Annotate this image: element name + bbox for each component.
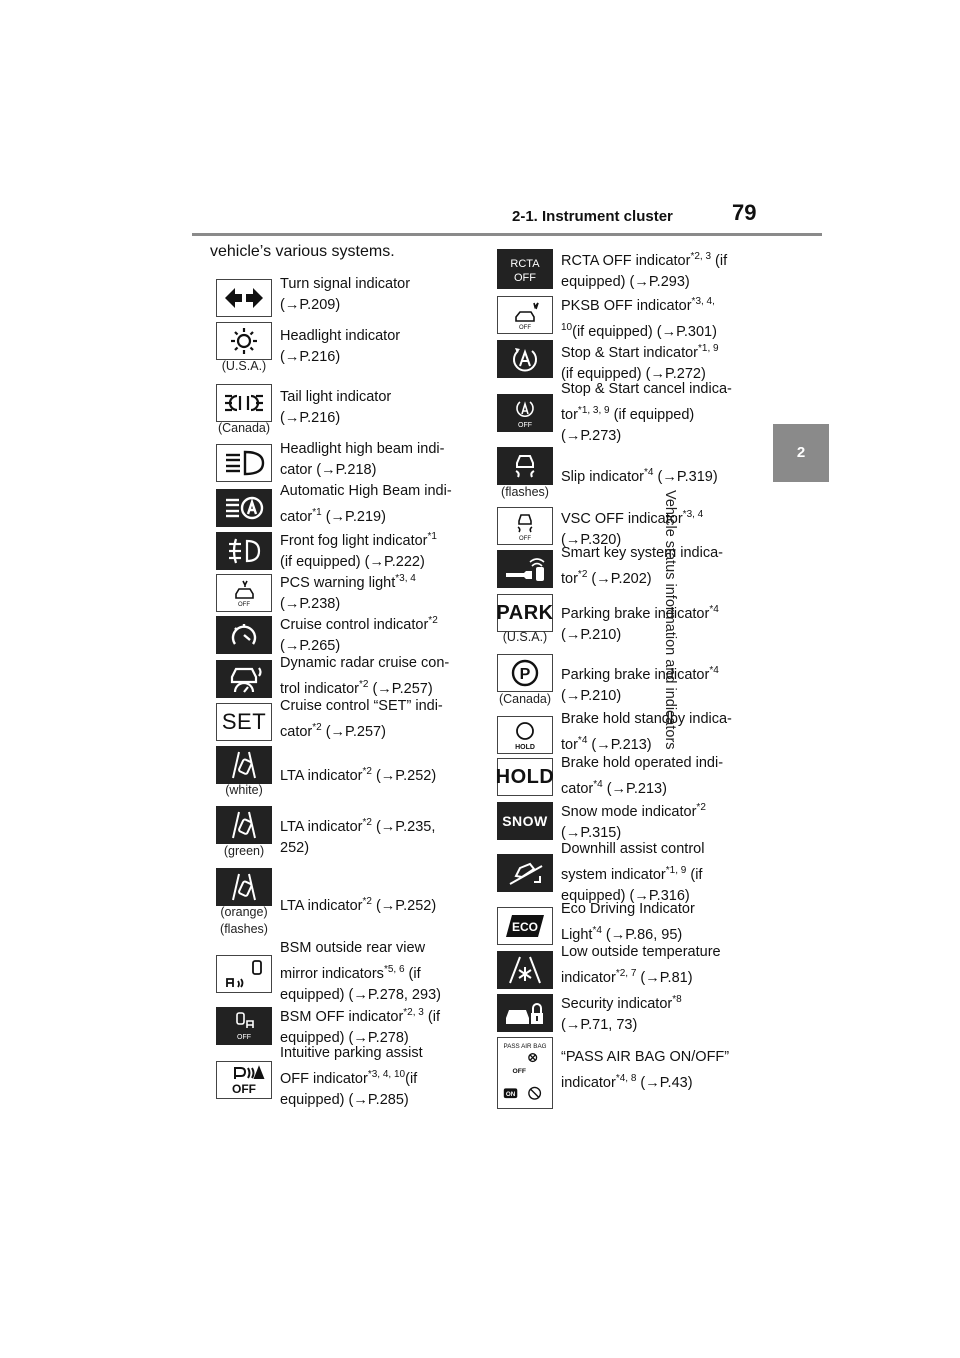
sub-label: (Canada)	[498, 692, 552, 706]
radar-cruise-icon	[216, 660, 272, 698]
off-text: OFF	[232, 1082, 256, 1095]
smart-key-icon	[497, 550, 553, 588]
desc-vsc-off: VSC OFF indicator$^{*3, 4}$ (→P.320)	[561, 509, 704, 548]
desc-lta-white: LTA indicator$^{*2}$ (→P.252)	[280, 766, 437, 784]
lta-icon	[216, 746, 272, 784]
desc-downhill-assist: Downhill assist control system indicator$^{*1, 9}$ (if equipped) (→P.316)	[561, 841, 705, 904]
desc-front-fog: Front fog light indicator$^{*1}$ (if equipped) (→P.222)	[280, 531, 437, 570]
snow-icon	[497, 802, 553, 840]
low-temp-icon	[497, 951, 553, 989]
hold-text: HOLD	[495, 765, 555, 788]
header-rule	[192, 233, 822, 236]
chapter-tab: 2	[773, 424, 829, 482]
set-icon	[216, 703, 272, 741]
desc-headlight: Headlight indicator (→P.216)	[280, 328, 401, 365]
desc-lta-orange: LTA indicator$^{*2}$ (→P.252)	[280, 896, 437, 914]
off-text: OFF	[518, 422, 532, 428]
park-text: PARK	[496, 601, 554, 624]
sub-label: (white)	[225, 783, 263, 797]
vsc-off-icon	[497, 507, 553, 545]
sub-label: (flashes)	[501, 485, 549, 499]
desc-low-temp: Low outside temperature indicator$^{*2, 7}$ (→P.81)	[561, 944, 721, 986]
page-number: 79	[732, 200, 757, 225]
rcta-off-icon	[497, 249, 553, 289]
lta-icon	[216, 868, 272, 906]
tail-light-icon	[216, 384, 272, 422]
desc-set: Cruise control “SET” indi- cator$^{*2}$ (→P.257)	[280, 698, 443, 740]
desc-parking-brake-p: Parking brake indicator$^{*4}$ (→P.210)	[561, 665, 719, 704]
parking-brake-p-icon	[497, 654, 553, 692]
desc-smart-key: Smart key system indica- tor$^{*2}$ (→P.202)	[561, 545, 723, 587]
off-text: OFF	[238, 602, 250, 608]
desc-cruise-control: Cruise control indicator$^{*2}$ (→P.265)	[280, 615, 438, 654]
off-text: OFF	[237, 1034, 251, 1041]
desc-high-beam: Headlight high beam indi- cator (→P.218)	[280, 441, 445, 478]
desc-parking-assist-off: Intuitive parking assist OFF indicator$^{*3, 4, 10}$(if equipped) (→P.285)	[280, 1045, 423, 1108]
pass-air-bag-icon	[497, 1037, 553, 1109]
high-beam-icon	[216, 444, 272, 482]
security-icon	[497, 994, 553, 1032]
bsm-off-icon	[216, 1007, 272, 1045]
slip-icon	[497, 447, 553, 485]
desc-pksb-off: PKSB OFF indicator$^{*3, 4,}$ $^{10}$(if equipped) (→P.301)	[561, 296, 717, 340]
hold-text: HOLD	[515, 744, 535, 750]
sub-label: (orange)	[220, 905, 268, 919]
lta-icon	[216, 806, 272, 844]
park-icon	[497, 594, 553, 632]
sub-label: (Canada)	[217, 421, 271, 435]
brake-hold-standby-icon	[497, 716, 553, 754]
desc-stop-start-cancel: Stop & Start cancel indica- tor$^{*1, 3, 9}$ (if equipped) (→P.273)	[561, 381, 732, 444]
desc-brake-hold-standby: Brake hold standby indica- tor$^{*4}$ (→P.213)	[561, 711, 732, 753]
turn-signal-icon	[216, 279, 272, 317]
chapter-side-label	[662, 490, 830, 810]
bsm-icon	[216, 955, 272, 993]
off-text: OFF	[512, 1068, 526, 1075]
desc-bsm: BSM outside rear view mirror indicators$^{*5, 6}$ (if equipped) (→P.278, 293)	[280, 940, 441, 1003]
desc-pass-air-bag: “PASS AIR BAG ON/OFF” indicator$^{*4, 8}$ (→P.43)	[561, 1049, 730, 1091]
intro-text: vehicle’s various systems.	[210, 243, 395, 260]
desc-radar-cruise: Dynamic radar cruise con- trol indicator$^{*2}$ (→P.257)	[280, 655, 450, 697]
headlight-icon	[216, 322, 272, 360]
pcs-icon	[216, 574, 272, 612]
auto-high-beam-icon	[216, 489, 272, 527]
cruise-control-icon	[216, 616, 272, 654]
set-text: SET	[221, 709, 267, 734]
sub-label: (U.S.A.)	[221, 359, 267, 373]
sub-label: (U.S.A.)	[502, 630, 548, 644]
desc-rcta-off: RCTA OFF indicator$^{*2, 3}$ (if equipped) (→P.293)	[561, 251, 728, 290]
desc-pcs: PCS warning light$^{*3, 4}$ (→P.238)	[280, 573, 416, 612]
rcta-text: RCTA	[510, 258, 540, 270]
desc-auto-high-beam: Automatic High Beam indi- cator$^{*1}$ (→P.219)	[280, 483, 452, 525]
desc-hold: Brake hold operated indi- cator$^{*4}$ (→P.213)	[561, 755, 724, 797]
chapter-label-text: Vehicle status information and indicators	[662, 490, 679, 750]
hold-icon	[497, 758, 553, 796]
section-title: 2-1. Instrument cluster	[512, 208, 673, 225]
pksb-off-icon	[497, 296, 553, 334]
desc-slip: Slip indicator$^{*4}$ (→P.319)	[561, 467, 718, 485]
sub-label: (flashes)	[220, 922, 268, 936]
parking-assist-off-icon	[216, 1061, 272, 1099]
off-text: OFF	[514, 272, 536, 284]
on-text: ON	[505, 1091, 516, 1099]
snow-text: SNOW	[502, 813, 548, 829]
pass-air-bag-text: PASS AIR BAG	[503, 1042, 547, 1050]
stop-start-cancel-icon	[497, 394, 553, 432]
downhill-assist-icon	[497, 854, 553, 892]
desc-eco: Eco Driving Indicator Light$^{*4}$ (→P.86, 95)	[561, 901, 695, 943]
desc-turn-signal: Turn signal indicator (→P.209)	[280, 276, 411, 313]
desc-stop-start: Stop & Start indicator$^{*1, 9}$ (if equipped) (→P.272)	[561, 343, 719, 382]
eco-text: ECO	[511, 920, 539, 934]
off-text: OFF	[519, 536, 531, 541]
desc-bsm-off: BSM OFF indicator$^{*2, 3}$ (if equipped) (→P.278)	[280, 1007, 440, 1046]
svg-text:P: P	[519, 666, 531, 683]
desc-security: Security indicator$^{*8}$ (→P.71, 73)	[561, 994, 682, 1033]
eco-icon	[497, 907, 553, 945]
desc-lta-green: LTA indicator$^{*2}$ (→P.235, 252)	[280, 817, 436, 856]
desc-park: Parking brake indicator$^{*4}$ (→P.210)	[561, 604, 719, 643]
front-fog-icon	[216, 532, 272, 570]
sub-label: (green)	[223, 844, 265, 858]
off-text: OFF	[519, 325, 531, 330]
desc-snow: Snow mode indicator$^{*2}$ (→P.315)	[561, 802, 706, 841]
stop-start-icon	[497, 340, 553, 378]
desc-tail-light: Tail light indicator (→P.216)	[280, 389, 392, 426]
